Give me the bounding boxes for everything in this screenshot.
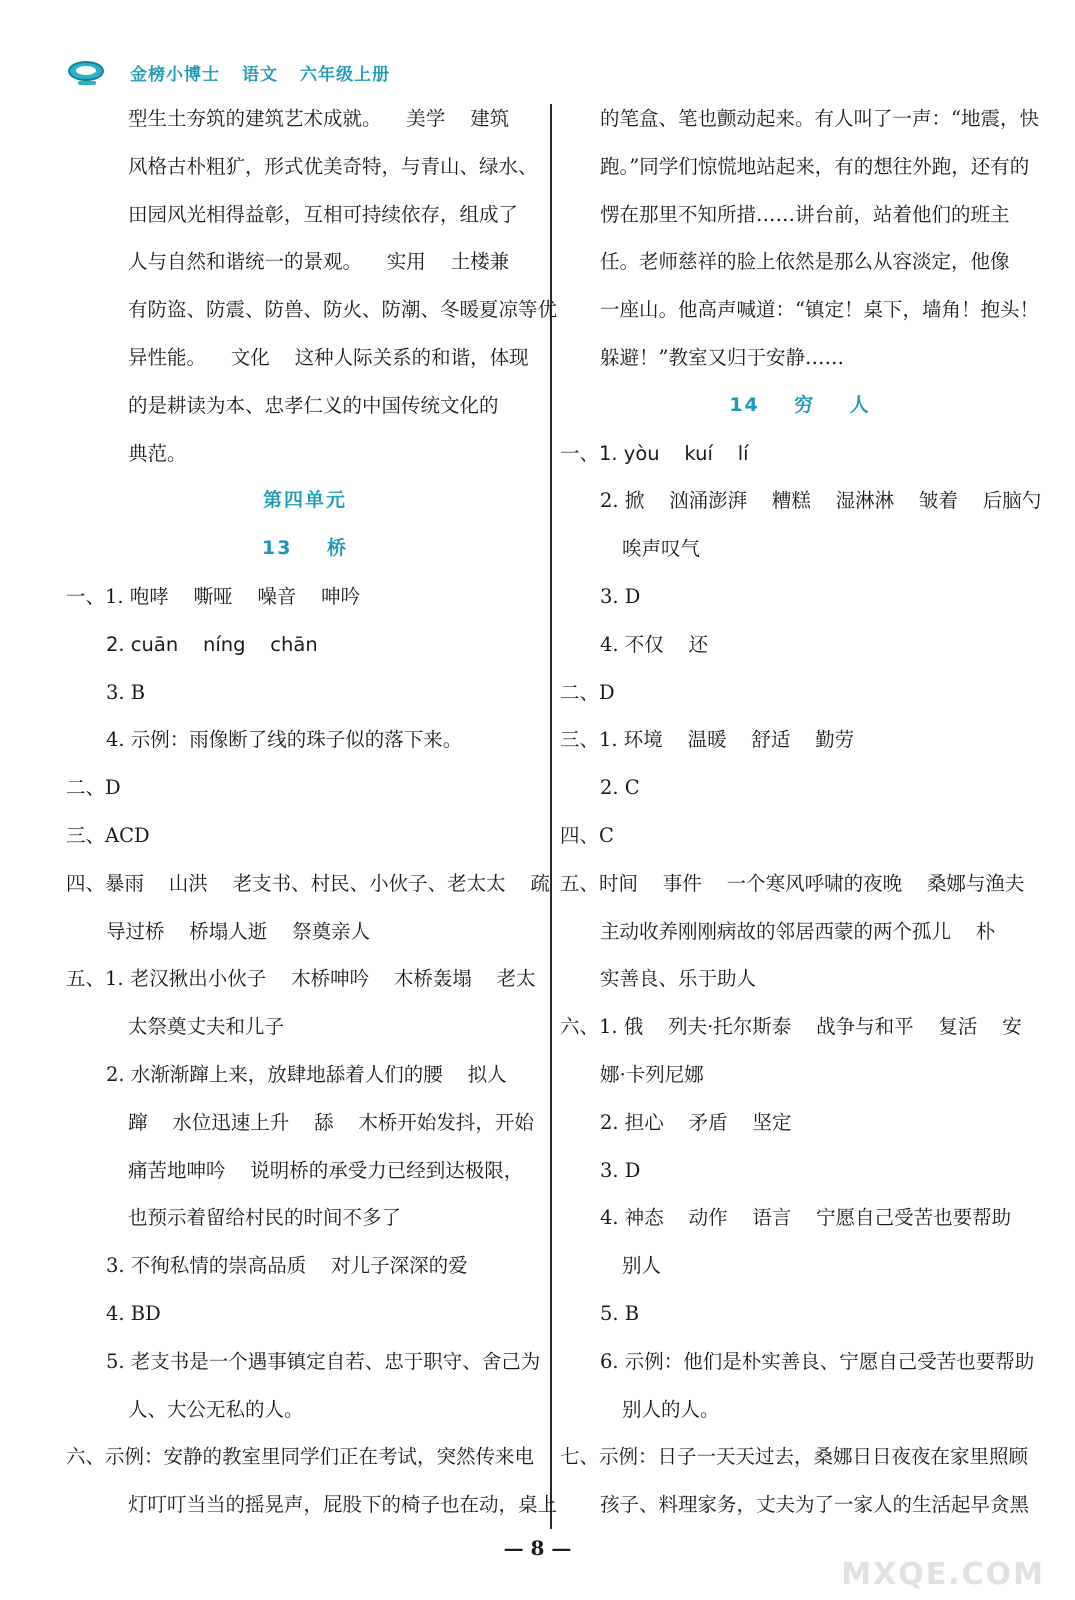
- answer-line: 三、ACD: [66, 823, 150, 847]
- answer-line: 七、示例：日子一天天过去，桑娜日日夜夜在家里照顾: [560, 1445, 1029, 1469]
- answer-line: 太祭奠丈夫和儿子: [128, 1015, 285, 1039]
- answer-line: 灯叮叮当当的摇晃声，屁股下的椅子也在动，桌上: [128, 1493, 558, 1517]
- answer-line: 痛苦地呻吟 说明桥的承受力已经到达极限，: [128, 1158, 524, 1182]
- answer-line: 3. D: [600, 584, 641, 608]
- section-heading: 第四单元: [262, 489, 347, 512]
- answer-line: 二、D: [66, 776, 121, 800]
- answer-line: 娜·卡列尼娜: [600, 1062, 704, 1086]
- answer-line: 别人的人。: [622, 1397, 720, 1421]
- answer-line: 4. 示例：雨像断了线的珠子似的落下来。: [106, 728, 463, 752]
- answer-line: 一座山。他高声喊道：“镇定！桌下，墙角！抱头！: [600, 298, 1039, 322]
- answer-line: 2. 掀 汹涌澎湃 糟糕 湿淋淋 皱着 后脑勺: [600, 489, 1042, 513]
- answer-line: 别人: [622, 1254, 662, 1278]
- answer-line: 五、1. 老汉揪出小伙子 木桥呻吟 木桥轰塌 老太: [66, 967, 536, 991]
- answer-line: 六、示例：安静的教室里同学们正在考试，突然传来电: [66, 1445, 535, 1469]
- answer-line: 一、1. 咆哮 嘶哑 噪音 呻吟: [66, 584, 361, 608]
- answer-line: 人与自然和谐统一的景观。 实用 土楼兼: [128, 250, 510, 274]
- answer-line: 4. 神态 动作 语言 宁愿自己受苦也要帮助: [600, 1206, 1012, 1230]
- answer-line: 5. 老支书是一个遇事镇定自若、忠于职守、舍己为: [106, 1349, 541, 1373]
- answer-line: 3. B: [106, 680, 146, 704]
- page-number: — 8 —: [503, 1536, 572, 1560]
- watermark: MXQE.COM: [841, 1557, 1045, 1592]
- header-grade: 六年级上册: [300, 64, 390, 85]
- answer-line: 2. cuān níng chān: [106, 632, 318, 656]
- answer-line: 任。老师慈祥的脸上依然是那么从容淡定，他像: [600, 250, 1010, 274]
- answer-line: 5. B: [600, 1301, 640, 1325]
- answer-line: 一、1. yòu kuí lí: [560, 441, 749, 465]
- left-column: [66, 95, 558, 1529]
- answer-line: 2. 水渐渐蹿上来，放肆地舔着人们的腰 拟人: [106, 1062, 507, 1086]
- answer-line: 风格古朴粗犷，形式优美奇特，与青山、绿水、: [128, 154, 538, 178]
- answer-line: 四、C: [560, 823, 614, 847]
- header-series: 金榜小博士: [130, 64, 220, 85]
- answer-line: 五、时间 事件 一个寒风呼啸的夜晚 桑娜与渔夫: [560, 871, 1025, 895]
- answer-line: 3. 不徇私情的崇高品质 对儿子深深的爱: [106, 1254, 468, 1278]
- answer-line: 异性能。 文化 这种人际关系的和谐，体现: [128, 345, 529, 369]
- answer-line: 躲避！”教室又归于安静……: [600, 345, 844, 369]
- section-heading: 14 穷 人: [729, 393, 871, 416]
- answer-line: 2. 担心 矛盾 坚定: [600, 1110, 792, 1134]
- answer-line: 2. C: [600, 776, 640, 800]
- header-subject: 语文: [242, 64, 278, 85]
- answer-line: 的笔盒、笔也颤动起来。有人叫了一声：“地震，快: [600, 107, 1039, 130]
- answer-line: 4. 不仅 还: [600, 632, 709, 656]
- answer-line: 3. D: [600, 1158, 641, 1182]
- right-column: [560, 95, 1040, 1529]
- answer-line: 有防盗、防震、防兽、防火、防潮、冬暖夏凉等优: [128, 298, 558, 322]
- answer-line: 实善良、乐于助人: [600, 967, 757, 991]
- answer-line: 跑。”同学们惊慌地站起来，有的想往外跑，还有的: [600, 154, 1030, 178]
- answer-line: 6. 示例：他们是朴实善良、宁愿自己受苦也要帮助: [600, 1349, 1035, 1373]
- answer-line: 4. BD: [106, 1301, 161, 1325]
- answer-line: 田园风光相得益彰，互相可持续依存，组成了: [128, 202, 519, 226]
- answer-line: 三、1. 环境 温暖 舒适 勤劳: [560, 728, 855, 752]
- answer-line: 六、1. 俄 列夫·托尔斯泰 战争与和平 复活 安: [560, 1015, 1022, 1039]
- answer-line: 孩子、料理家务，丈夫为了一家人的生活起早贪黑: [600, 1493, 1030, 1517]
- section-heading: 13 桥: [262, 537, 348, 560]
- answer-line: 典范。: [128, 441, 187, 465]
- answer-line: 二、D: [560, 680, 615, 704]
- answer-line: 型生土夯筑的建筑艺术成就。 美学 建筑: [128, 107, 510, 130]
- answer-line: 人、大公无私的人。: [128, 1397, 304, 1421]
- answer-line: 四、暴雨 山洪 老支书、村民、小伙子、老太太 疏: [66, 871, 550, 895]
- answer-line: 导过桥 桥塌人逝 祭奠亲人: [106, 919, 371, 943]
- book-logo-icon: [68, 59, 106, 85]
- answer-line: 主动收养刚刚病故的邻居西蒙的两个孤儿 朴: [600, 919, 996, 943]
- answer-line: 愣在那里不知所措……讲台前，站着他们的班主: [600, 202, 1010, 226]
- page-header: [68, 54, 412, 90]
- answer-line: 蹿 水位迅速上升 舔 木桥开始发抖，开始: [128, 1110, 534, 1134]
- answer-line: 的是耕读为本、忠孝仁义的中国传统文化的: [128, 393, 499, 417]
- answer-line: 也预示着留给村民的时间不多了: [128, 1206, 402, 1230]
- answer-line: 唉声叹气: [622, 537, 701, 561]
